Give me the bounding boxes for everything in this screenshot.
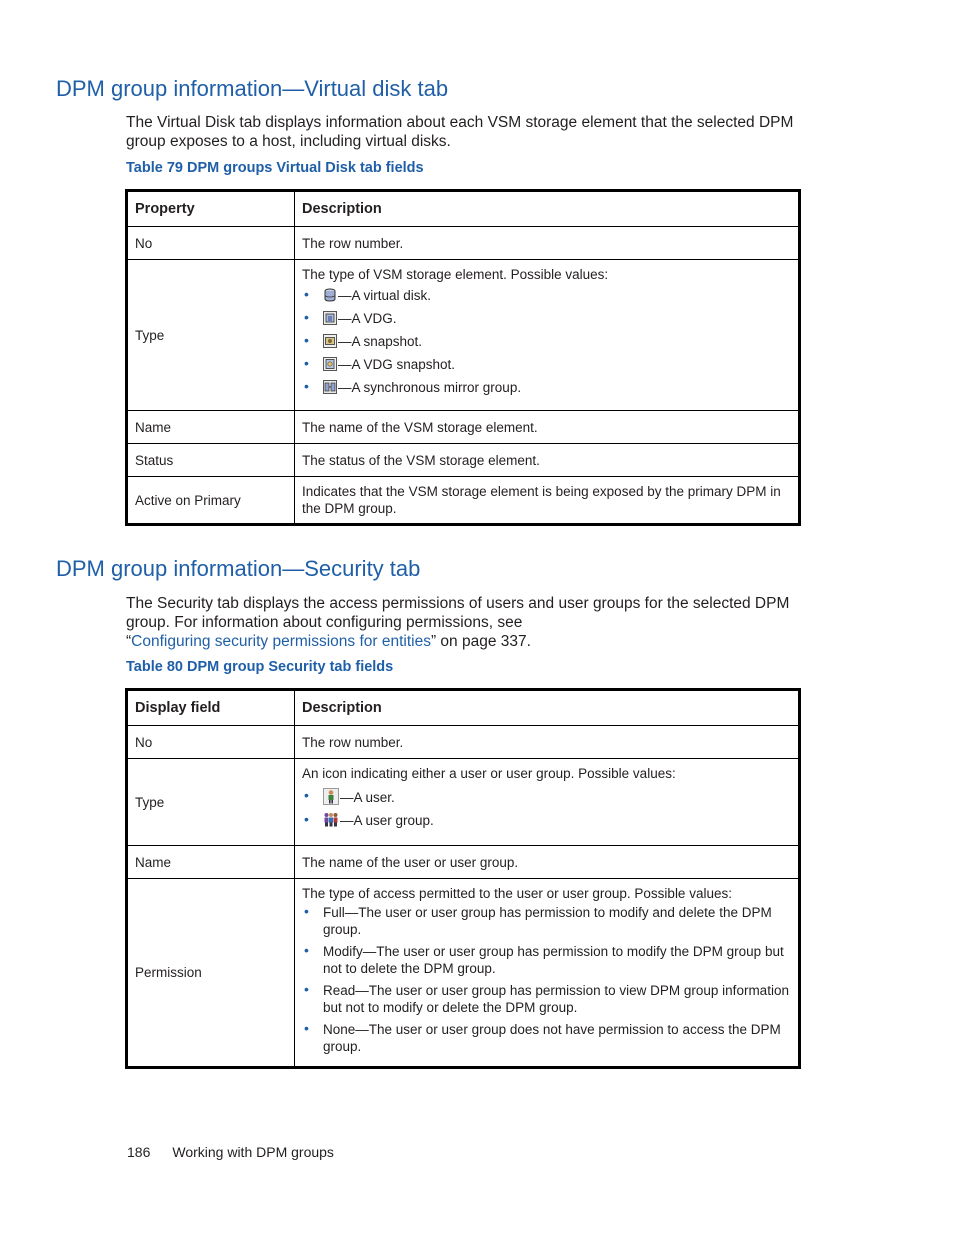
list-item-text: —A user group. (340, 813, 434, 828)
user-group-icon (323, 812, 339, 827)
cell-description-type (295, 759, 800, 846)
column-header-description: Description (295, 191, 800, 227)
table-header-row (127, 690, 800, 726)
table-row (127, 879, 800, 1068)
list-item: • Full—The user or user group has permission to modify and delete the DPM group. (302, 904, 791, 938)
list-item (302, 356, 791, 379)
virtual-disk-fields-table (125, 189, 801, 526)
list-item (302, 333, 791, 356)
column-header-display-field: Display field (127, 690, 295, 726)
cell-property: Name (127, 846, 295, 879)
list-item (302, 310, 791, 333)
intro-quote-open: “ (126, 633, 132, 650)
user-icon (323, 788, 339, 805)
cell-description-type (295, 260, 800, 411)
table-row (127, 411, 800, 444)
cell-property: Active on Primary (127, 477, 295, 525)
table-row (127, 227, 800, 260)
page-footer (127, 1144, 334, 1160)
intro-page-reference: ” on page 337. (430, 633, 531, 650)
cell-description: The row number. (295, 227, 800, 260)
cell-property: Status (127, 444, 295, 477)
table-row (127, 260, 800, 411)
list-item-text: —A VDG snapshot. (338, 357, 456, 372)
cell-property: Name (127, 411, 295, 444)
cell-property: Permission (127, 879, 295, 1068)
list-item-text: —A synchronous mirror group. (338, 380, 522, 395)
table-caption-79: Table 79 DPM groups Virtual Disk tab fields (126, 160, 424, 176)
page-number: 186 (127, 1144, 151, 1160)
list-item: • None—The user or user group does not have permission to access the DPM group. (302, 1021, 791, 1055)
list-item-text: —A snapshot. (338, 334, 423, 349)
cell-description: The name of the VSM storage element. (295, 411, 800, 444)
section-heading-virtual-disk-tab: DPM group information—Virtual disk tab (56, 76, 449, 101)
table-header-row (127, 191, 800, 227)
table-row (127, 846, 800, 879)
cell-description: The type of access permitted to the user or user group. Possible values: (302, 886, 732, 901)
column-header-description: Description (295, 690, 800, 726)
cell-property: Type (127, 759, 295, 846)
list-item-text: —A user. (340, 790, 395, 805)
snapshot-icon (323, 334, 337, 348)
table-row (127, 444, 800, 477)
cell-description-permission (295, 879, 800, 1068)
list-item (302, 287, 791, 310)
mirror-group-icon (323, 380, 337, 394)
list-item-text: —A VDG. (338, 311, 397, 326)
section-intro-security (126, 594, 816, 651)
list-item-text: —A virtual disk. (338, 288, 432, 303)
list-item: • Modify—The user or user group has permission to modify the DPM group but not to delete the DPM group. (302, 943, 791, 977)
table-row (127, 759, 800, 846)
list-item: • Read—The user or user group has permission to view DPM group information but not to modify or delete the DPM group. (302, 982, 791, 1016)
cell-description: Indicates that the VSM storage element is being exposed by the primary DPM in the DPM group. (295, 477, 800, 525)
column-header-property: Property (127, 191, 295, 227)
configuring-security-permissions-link[interactable]: Configuring security permissions for entities (131, 633, 431, 650)
cell-description: The name of the user or user group. (295, 846, 800, 879)
virtual-disk-icon (323, 288, 337, 302)
list-item (302, 788, 791, 812)
cell-property: No (127, 726, 295, 759)
type-values-list (302, 788, 791, 836)
vdg-icon (323, 311, 337, 325)
section-intro-virtual-disk: The Virtual Disk tab displays information about each VSM storage element that the selected DPM group exposes to a host, including virtual disks. (126, 114, 794, 150)
intro-text: The Security tab displays the access permissions of users and user groups for the selected DPM group. For information about configuring permissions, see (126, 595, 790, 631)
type-values-list (302, 287, 791, 402)
cell-description: The type of VSM storage element. Possible values: (302, 267, 609, 282)
table-row (127, 477, 800, 525)
list-item (302, 812, 791, 836)
cell-description: The status of the VSM storage element. (295, 444, 800, 477)
section-heading-security-tab: DPM group information—Security tab (56, 556, 421, 581)
cell-description: An icon indicating either a user or user group. Possible values: (302, 766, 676, 781)
cell-description: The row number. (295, 726, 800, 759)
cell-property: Type (127, 260, 295, 411)
table-caption-80: Table 80 DPM group Security tab fields (126, 659, 394, 675)
table-row (127, 726, 800, 759)
cell-property: No (127, 227, 295, 260)
chapter-title: Working with DPM groups (172, 1144, 334, 1160)
permission-values-list (302, 904, 791, 1055)
security-fields-table (125, 688, 801, 1069)
vdg-snapshot-icon (323, 357, 337, 371)
list-item (302, 379, 791, 402)
